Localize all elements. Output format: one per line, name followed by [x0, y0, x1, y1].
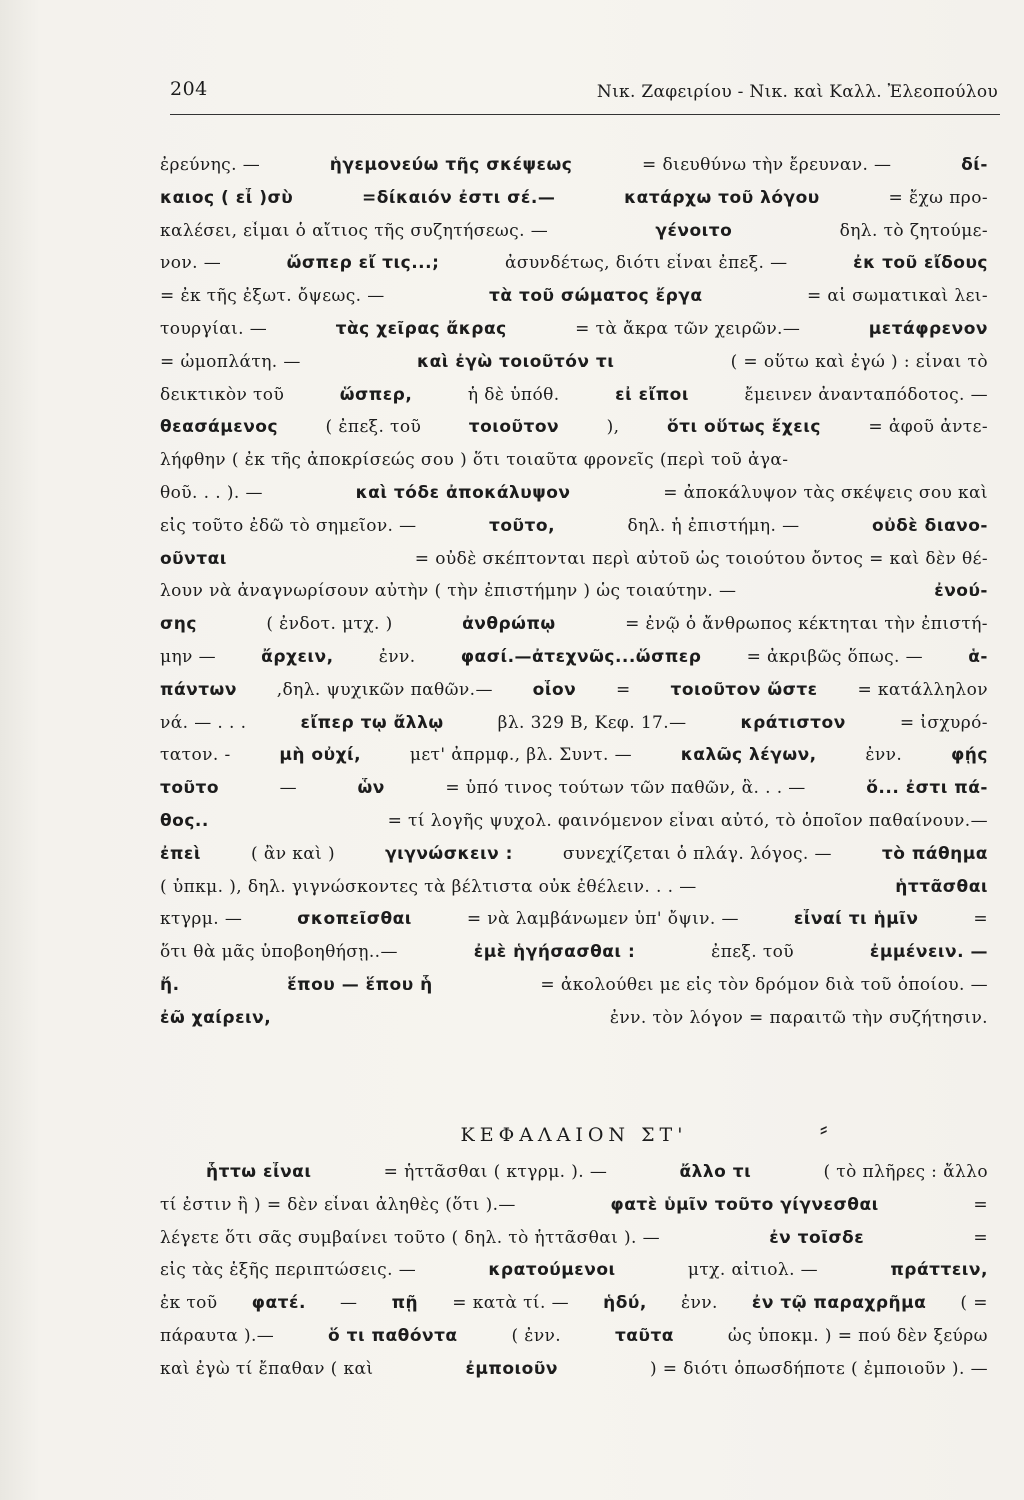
- section1-line: [160, 155, 988, 188]
- section2-line: [160, 1195, 988, 1228]
- gloss-text: λέγετε ὅτι σᾶς συμβαίνει τοῦτο ( δηλ. τὸ ἡττᾶσθαι ). —: [160, 1227, 661, 1248]
- gloss-text: μετ' ἀπρμφ., βλ. Συντ. —: [409, 745, 632, 766]
- section1-line: [160, 647, 988, 680]
- gloss-text: = ἐνῷ ὁ ἄνθρωπος κέκτηται τὴν ἐπιστή-: [625, 614, 988, 635]
- gloss-text: νον. —: [160, 253, 222, 274]
- section1-line: [160, 581, 988, 614]
- gloss-text: δηλ. ἡ ἐπιστήμη. —: [627, 515, 800, 536]
- section1-line: [160, 221, 988, 254]
- commentary-section-2: [160, 1162, 988, 1392]
- gloss-text: ( ὑπκμ. ), δηλ. γιγνώσκοντες τὰ βέλτιστα οὐκ ἐθέλειν. . . —: [160, 876, 697, 897]
- section1-line: [160, 188, 988, 221]
- gloss-text: —: [340, 1293, 358, 1314]
- chapter-title: ΚΕΦΑΛΑΙΟΝ ΣΤ': [460, 1124, 688, 1146]
- gloss-text: εἰς τὰς ἑξῆς περιπτώσεις. —: [160, 1260, 417, 1281]
- lemma-term: καιος ( εἶ )σὺ: [160, 187, 294, 208]
- gloss-text: = ἔχω προ-: [888, 187, 988, 208]
- gloss-text: ὡς ὑποκμ. ) = πού δὲν ξεύρω: [727, 1325, 988, 1346]
- lemma-term: ἄλλο τι: [679, 1162, 752, 1182]
- section1-line: [160, 549, 988, 582]
- lemma-term: ἐμμένειν. —: [869, 942, 988, 963]
- lemma-term: ἡγεμονεύω τῆς σκέψεως: [329, 155, 573, 175]
- lemma-term: εἶναί τι ἡμῖν: [793, 909, 919, 930]
- gloss-text: ἐνν.: [378, 646, 416, 667]
- gloss-text: μην —: [160, 646, 216, 667]
- gloss-text: νά. — . . .: [160, 712, 247, 733]
- gloss-text: ἐρεύνης. —: [160, 155, 261, 175]
- lemma-term: ἐνού-: [934, 581, 988, 602]
- lemma-term: ἄρχειν,: [261, 646, 334, 667]
- lemma-term: τὰ τοῦ σώματος ἔργα: [489, 286, 703, 307]
- section1-line: [160, 352, 988, 385]
- lemma-term: τοιοῦτον: [468, 417, 560, 438]
- section2-line: [160, 1359, 988, 1392]
- gloss-text: ( ἐνν.: [511, 1325, 562, 1346]
- gloss-text: —: [279, 778, 297, 799]
- gloss-text: τί ἐστιν ἢ ) = δὲν εἶναι ἀληθὲς (ὅτι ).—: [160, 1194, 516, 1215]
- lemma-term: φῄς: [950, 745, 988, 766]
- lemma-term: ὧν: [357, 778, 385, 799]
- lemma-term: ἁ-: [968, 646, 988, 667]
- gloss-text: ἐνν.: [680, 1293, 718, 1314]
- gloss-text: = ἰσχυρό-: [899, 712, 988, 733]
- gloss-text: λουν νὰ ἀναγνωρίσουν αὐτὴν ( τὴν ἐπιστήμην ) ὡς τοιαύτην. —: [160, 581, 737, 602]
- ink-mark: ⸗: [820, 1117, 828, 1142]
- gloss-text: = ἀκριβῶς ὅπως. —: [746, 646, 924, 667]
- gloss-text: ),: [606, 417, 620, 438]
- lemma-term: θεασάμενος: [160, 417, 279, 438]
- lemma-term: εἴπερ τῳ ἄλλῳ: [300, 712, 444, 733]
- gloss-text: = νὰ λαμβάνωμεν ὑπ' ὄψιν. —: [466, 909, 739, 930]
- lemma-term: ὥσπερ εἴ τις...;: [286, 253, 440, 274]
- lemma-term: τοιοῦτον ὥστε: [670, 679, 818, 700]
- lemma-term: ἐῶ χαίρειν,: [160, 1007, 272, 1028]
- lemma-term: μὴ οὐχί,: [279, 745, 362, 766]
- section1-line: [160, 778, 988, 811]
- gloss-text: = κατάλληλον: [857, 679, 988, 700]
- gloss-text: = ἐκ τῆς ἐξωτ. ὄψεως. —: [160, 286, 385, 307]
- section1-line: [160, 614, 988, 647]
- lemma-term: =δίκαιόν ἐστι σέ.—: [361, 187, 556, 208]
- section1-line: [160, 909, 988, 942]
- gloss-text: ἐνν. τὸν λόγον = παραιτῶ τὴν συζήτησιν.: [609, 1007, 988, 1028]
- lemma-term: ἐν τῷ παραχρῆμα: [751, 1293, 927, 1314]
- gloss-text: = ἀφοῦ ἀντε-: [868, 417, 988, 438]
- lemma-term: ὅ... ἐστι πά-: [866, 778, 988, 799]
- gloss-text: =: [973, 1194, 988, 1215]
- lemma-term: κράτιστον: [740, 712, 846, 733]
- gloss-text: =: [616, 679, 631, 700]
- gloss-text: καλέσει, εἶμαι ὁ αἴτιος τῆς συζητήσεως. —: [160, 220, 549, 241]
- gloss-text: = τὰ ἄκρα τῶν χειρῶν.—: [575, 318, 801, 339]
- gloss-text: λήφθην ( ἐκ τῆς ἀποκρίσεώς σου ) ὅτι τοιαῦτα φρονεῖς (περὶ τοῦ ἀγα-: [160, 450, 789, 471]
- gloss-text: δηλ. τὸ ζητούμε-: [839, 220, 988, 241]
- gloss-text: ,δηλ. ψυχικῶν παθῶν.—: [276, 679, 493, 700]
- lemma-term: μετάφρενον: [868, 318, 988, 339]
- gloss-text: = ἀποκάλυψον τὰς σκέψεις σου καὶ: [663, 482, 988, 503]
- gloss-text: ἐκ τοῦ: [160, 1293, 218, 1314]
- lemma-term: οῦνται: [160, 548, 227, 569]
- section1-line: [160, 483, 988, 516]
- lemma-term: ἐκ τοῦ εἴδους: [853, 253, 988, 274]
- lemma-term: εἰ εἴποι: [615, 384, 689, 405]
- gloss-text: μτχ. αἰτιολ. —: [687, 1260, 819, 1281]
- gloss-text: = ἡττᾶσθαι ( κτγρμ. ). —: [383, 1162, 608, 1182]
- page-header: [170, 78, 998, 108]
- lemma-term: πάντων: [160, 679, 237, 700]
- section1-line: [160, 385, 988, 418]
- section1-line: [160, 877, 988, 910]
- running-head: Νικ. Ζαφειρίου - Νικ. καὶ Καλλ. Ἐλεοπούλου: [596, 82, 998, 102]
- section2-line: [160, 1260, 988, 1293]
- lemma-term: ἤ.: [160, 974, 180, 995]
- gloss-text: = ὑπό τινος τούτων τῶν παθῶν, ἃ. . . —: [445, 778, 806, 799]
- lemma-term: ἡδύ,: [603, 1293, 647, 1314]
- gloss-text: ὅτι θὰ μᾶς ὑποβοηθήσῃ..—: [160, 942, 398, 963]
- header-rule: [170, 114, 1000, 115]
- gloss-text: κτγρμ. —: [160, 909, 243, 930]
- gloss-text: = τί λογῆς ψυχολ. φαινόμενον εἶναι αὐτό, τὸ ὁποῖον παθαίνουν.—: [387, 810, 988, 831]
- gloss-text: ( ἐπεξ. τοῦ: [325, 417, 422, 438]
- gloss-text: καὶ ἐγὼ τί ἔπαθαν ( καὶ: [160, 1358, 374, 1379]
- lemma-term: καὶ ἐγὼ τοιοῦτόν τι: [417, 351, 615, 372]
- lemma-term: ἐμὲ ἡγήσασθαι :: [473, 942, 636, 963]
- gloss-text: =: [973, 909, 988, 930]
- lemma-term: πῇ: [391, 1293, 419, 1314]
- lemma-term: φασί.—ἀτεχνῶς...ὥσπερ: [460, 646, 702, 667]
- gloss-text: ) = διότι ὁπωσδήποτε ( ἐμποιοῦν ). —: [649, 1358, 988, 1379]
- section2-line: [160, 1228, 988, 1261]
- page-number: 204: [170, 78, 208, 100]
- gloss-text: πάραυτα ).—: [160, 1325, 275, 1346]
- gloss-text: = ἀκολούθει με εἰς τὸν δρόμον διὰ τοῦ ὁποίου. —: [540, 974, 988, 995]
- gloss-text: θοῦ. . . ). —: [160, 482, 263, 503]
- gloss-text: ἐνν.: [865, 745, 903, 766]
- section1-line: [160, 319, 988, 352]
- lemma-term: ἕπου — ἕπου ἧ: [287, 974, 433, 995]
- section1-line: [160, 713, 988, 746]
- lemma-term: σης: [160, 614, 197, 635]
- gloss-text: εἰς τοῦτο ἐδῶ τὸ σημεῖον. —: [160, 515, 417, 536]
- section1-line: [160, 680, 988, 713]
- gloss-text: συνεχίζεται ὁ πλάγ. λόγος. —: [562, 843, 832, 864]
- lemma-term: ἀνθρώπῳ: [462, 614, 556, 635]
- section1-line: [160, 975, 988, 1008]
- gloss-text: ( τὸ πλῆρες : ἄλλο: [823, 1162, 988, 1182]
- lemma-term: ἐπεὶ: [160, 843, 201, 864]
- lemma-term: ταῦτα: [614, 1325, 674, 1346]
- lemma-term: γένοιτο: [655, 220, 733, 241]
- gloss-text: τουργίαι. —: [160, 318, 268, 339]
- section2-line: [160, 1326, 988, 1359]
- gloss-text: ( = οὕτω καὶ ἐγώ ) : εἶναι τὸ: [730, 351, 988, 372]
- gloss-text: = οὐδὲ σκέπτονται περὶ αὐτοῦ ὡς τοιούτου ὄντος = καὶ δὲν θέ-: [414, 548, 988, 569]
- gloss-text: =: [973, 1227, 988, 1248]
- gloss-text: = ὠμοπλάτη. —: [160, 351, 301, 372]
- lemma-term: οὐδὲ διανο-: [871, 515, 988, 536]
- lemma-term: φατὲ ὑμῖν τοῦτο γίγνεσθαι: [610, 1194, 879, 1215]
- section1-line: [160, 286, 988, 319]
- gloss-text: ( ἂν καὶ ): [251, 843, 336, 864]
- commentary-section-1: [160, 155, 988, 1041]
- section1-line: [160, 450, 988, 483]
- section1-line: [160, 253, 988, 286]
- lemma-term: πράττειν,: [890, 1260, 988, 1281]
- lemma-term: γιγνώσκειν :: [385, 843, 513, 864]
- section2-line: [160, 1293, 988, 1326]
- section1-line: [160, 516, 988, 549]
- lemma-term: δί-: [961, 155, 988, 175]
- lemma-term: φατέ.: [251, 1293, 306, 1314]
- gloss-text: βλ. 329 B, Κεφ. 17.—: [497, 712, 687, 733]
- gloss-text: ἔμεινεν ἀνανταπόδοτος. —: [744, 384, 988, 405]
- lemma-term: τὰς χεῖρας ἄκρας: [335, 318, 507, 339]
- lemma-term: ἡττᾶσθαι: [895, 876, 988, 897]
- lemma-term: κατάρχω τοῦ λόγου: [624, 187, 820, 208]
- lemma-term: καλῶς λέγων,: [680, 745, 817, 766]
- lemma-term: οἷον: [532, 679, 577, 700]
- lemma-term: καὶ τόδε ἀποκάλυψον: [355, 482, 571, 503]
- gloss-text: = διευθύνω τὴν ἔρευναν. —: [642, 155, 892, 175]
- lemma-term: ὅ τι παθόντα: [328, 1325, 458, 1346]
- section1-line: [160, 811, 988, 844]
- section2-line: [160, 1162, 988, 1195]
- gloss-text: ἀσυνδέτως, διότι εἶναι ἐπεξ. —: [504, 253, 788, 274]
- lemma-term: θος..: [160, 810, 209, 831]
- section1-line: [160, 942, 988, 975]
- section1-line: [160, 745, 988, 778]
- gloss-text: ( =: [960, 1293, 988, 1314]
- gloss-text: ἡ δὲ ὑπόθ.: [467, 384, 560, 405]
- lemma-term: ἐμποιοῦν: [465, 1358, 558, 1379]
- gloss-text: ( ἐνδοτ. μτχ. ): [266, 614, 393, 635]
- section1-line: [160, 844, 988, 877]
- lemma-term: σκοπεῖσθαι: [297, 909, 412, 930]
- lemma-term: κρατούμενοι: [488, 1260, 616, 1281]
- gloss-text: = κατὰ τί. —: [452, 1293, 569, 1314]
- lemma-term: ἐν τοῖσδε: [769, 1227, 865, 1248]
- lemma-term: τὸ πάθημα: [881, 843, 988, 864]
- lemma-term: ὥσπερ,: [339, 384, 413, 405]
- lemma-term: ἧττω εἶναι: [206, 1162, 312, 1182]
- lemma-term: ὅτι οὕτως ἔχεις: [666, 417, 821, 438]
- gloss-text: τατον. -: [160, 745, 231, 766]
- gloss-text: = αἱ σωματικαὶ λει-: [806, 286, 988, 307]
- gloss-text: δεικτικὸν τοῦ: [160, 384, 285, 405]
- section1-line: [160, 417, 988, 450]
- lemma-term: τοῦτο,: [489, 515, 556, 536]
- lemma-term: τοῦτο: [160, 778, 220, 799]
- section1-line: [160, 1008, 988, 1041]
- gloss-text: ἐπεξ. τοῦ: [711, 942, 795, 963]
